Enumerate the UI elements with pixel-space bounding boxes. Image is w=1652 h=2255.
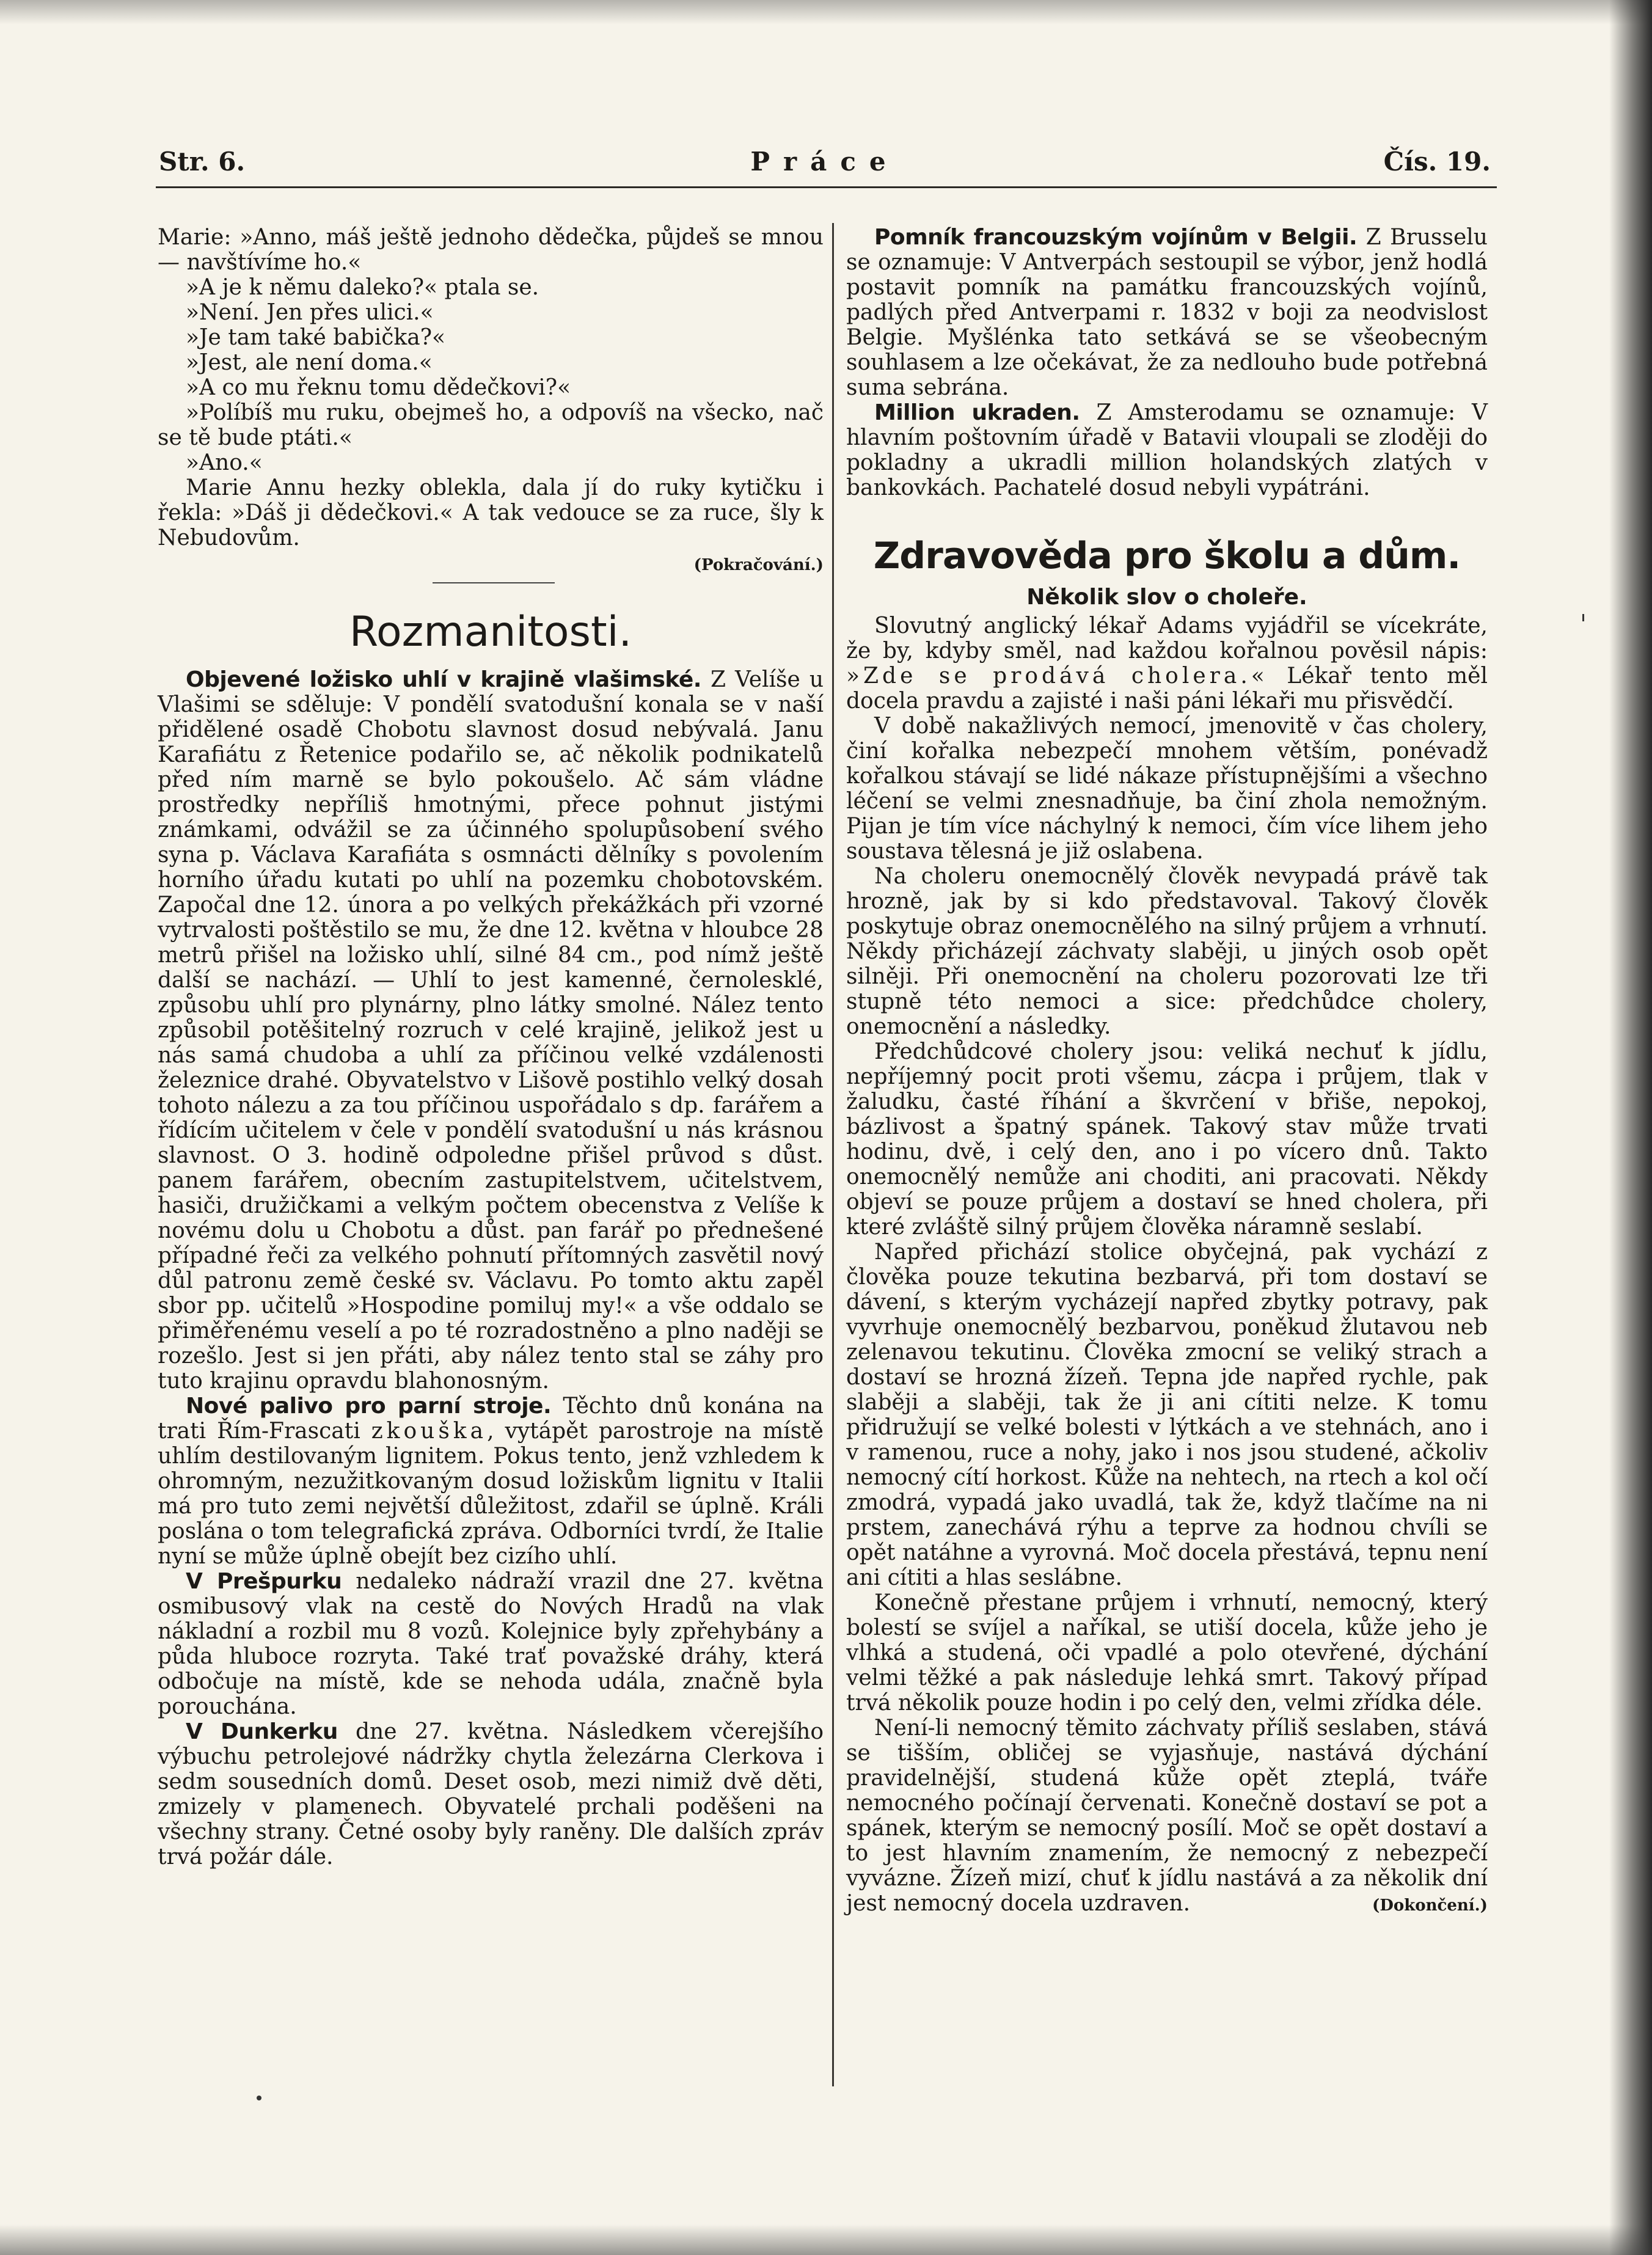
issue-number: Čís. 19. xyxy=(1383,147,1491,177)
news-text: nedaleko nádraží vrazil dne 27. května osmibusový vlak na cestě do Nových Hradů na vlak nákladní a rozbil mu 8 vozů. Kolejnice byly zpřehybány a půda hluboce rozryta. Také trať považské dráhy, která odbočuje na místě, kde se nehoda udála, značně byla porouchána. xyxy=(158,1569,824,1719)
story-line: Marie: »Anno, máš ještě jednoho dědečka, půjdeš se mnou — navštívíme ho.« xyxy=(158,225,824,275)
news-text: dne 27. května. Následkem včerejšího výbuchu petrolejové nádržky chytla železárna Clerkova i sedm sousedních domů. Deset osob, mezi nimiž dvě děti, zmizely v plamenech. Obyvatelé prchali poděšeni na všechny strany. Četné osoby byly raněny. Dle dalších zpráv trvá požár dále. xyxy=(158,1719,824,1869)
scan-shadow-top xyxy=(0,0,1652,24)
story-line: »A je k němu daleko?« ptala se. xyxy=(186,275,539,300)
news-headline: V Prešpurku xyxy=(186,1569,342,1594)
news-item-presburg xyxy=(158,1569,824,1719)
right-column xyxy=(846,225,1488,1918)
paragraph-text: Není-li nemocný těmito záchvaty příliš seslaben, stává se tišším, obličej se vyjasňuje, nastává dýchání pravidelnější, studená kůže opět zteplá, tváře nemocného počínají červenati. Konečně dostaví se pot a spánek, kterým se nemocný posílí. Moč se opět dostaví a to jest hlavním znamením, že nemocný z nebezpečí vyvázne. Žízeň mizí, chuť k jídlu nastává a za několik dní jest nemocný docela uzdraven. xyxy=(846,1716,1488,1916)
article-paragraph xyxy=(846,1716,1488,1916)
news-text: Těchto dnů konána na trati Řím-Frascati xyxy=(158,1394,824,1444)
section-title-rozmanitosti: Rozmanitosti. xyxy=(349,608,632,656)
section-title-zdravoveda: Zdravověda pro školu a dům. xyxy=(873,535,1461,577)
news-item-million xyxy=(846,400,1488,500)
news-item-fuel xyxy=(158,1394,824,1569)
article-paragraph: Napřed přichází stolice obyčejná, pak vychází z člověka pouze tekutina bezbarvá, při tom dostaví se dávení, s kterým vycházejí napřed zbytky potravy, pak vyvrhuje onemocnělý bezbarvou, poněkud žlutavou neb zelenavou tekutinu. Člověka zmocní se veliký strach a dostaví se hrozná žízeň. Tepna jde napřed rychle, pak slaběji a slaběji, tak že ji ani cítiti nelze. K tomu přidružují se velké bolesti v lýtkách a ve stehnách, ano i v ramenou, ruce a nohy, jako i nos jsou studené, ačkoliv nemocný cítí horkost. Kůže na nehtech, na rtech a kol očí zmodrá, vypadá jako uvadlá, tak že, když tlačíme na ni prstem, zanechává rýhu a teprve za hodnou chvíli se opět natáhne a vyrovná. Moč docela přestává, tepnu není ani cítiti a hlas seslábne. xyxy=(846,1240,1488,1590)
scan-shadow-bottom xyxy=(0,2224,1652,2255)
news-text: , vytápět parostroje na místě uhlím destilovaným lignitem. Pokus tento, jenž vzhledem k ohromným, nezužitkovaným dosud ložiskům lignitu v Italii má pro tuto zemi největší důležitost, zdařil se úplně. Králi poslána o tom telegrafická zpráva. Odborníci tvrdí, že Italie nyní se může úplně obejít bez cizího uhlí. xyxy=(158,1419,824,1569)
news-headline: Nové palivo pro parní stroje. xyxy=(186,1394,552,1419)
story-line: »Políbíš mu ruku, obejmeš ho, a odpovíš na všecko, nač se tě bude ptáti.« xyxy=(158,400,824,450)
newspaper-title: Práce xyxy=(750,147,899,177)
news-item-coal xyxy=(158,667,824,1394)
continuation-note: (Pokračování.) xyxy=(693,556,824,574)
ink-speck xyxy=(257,2096,261,2100)
article-paragraph: Předchůdcové cholery jsou: veliká nechuť k jídlu, nepříjemný pocit proti všemu, zácpa i průjem, tlak v žaludku, časté říhání a škvrčení v břiše, nepokoj, bázlivost a špatný spánek. Takový stav může trvati hodinu, dvě, i celý den, ano i po vícero dnů. Takto onemocnělý nemůže ani choditi, ani pracovati. Někdy objeví se pouze průjem a dostaví se hned cholera, při které zvláště silný průjem člověka náramně seslabí. xyxy=(846,1039,1488,1240)
story-line: »Ano.« xyxy=(186,450,263,475)
column-divider xyxy=(832,223,834,2086)
page-number: Str. 6. xyxy=(159,147,246,177)
news-text: Z Velíše u Vlašimi se sděluje: V pondělí svatodušní konala se v naší přidělené osadě Chobotu slavnost dosud nebývalá. Janu Karafiátu z Řetenice podařilo se, ač několik podnikatelů před ním marně se bylo pokoušelo. Ač sám vládne prostředky nepříliš hmotnými, přece pohnut jistými známkami, odvážil se za účinného spolupůsobení svého syna p. Václava Karafiáta s osmnácti dělníky s povolením horního úřadu kutati po uhlí na pozemku chobotovském. Započal dne 12. února a po velkých překážkách při vzorné vytrvalosti poštěstilo se mu, že dne 12. května v hloubce 28 metrů přišel na ložisko uhlí, silné 84 cm., pod nímž ještě další se nachází. — Uhlí to jest kamenné, černolesklé, způsobu uhlí pro plynárny, plno látky smolné. Nález tento způsobil potěšitelný rozruch v celé krajině, jelikož jest u nás samá chudoba a uhlí za příčinou velké vzdálenosti železnice drahé. Obyvatelstvo v Lišově postihlo velký dosah tohoto nálezu a za tou příčinou uspořádalo s dp. farářem a řídícím učitelem v čele v pondělí svatodušní u nás krásnou slavnost. O 3. hodině odpoledne přišel průvod s důst. panem farářem, obecním zastupitelstvem, učitelstvem, hasiči, družičkami a velkým počtem obecenstva z Velíše k novému dolu u Chobotu a důst. pan farář po přednešené případné řeči za velkého pohnutí přítomných zasvětil nový důl patronu země české sv. Václavu. Po tomto aktu zapěl sbor pp. učitelů »Hospodine pomiluj my!« a vše oddalo se přiměřenému veselí a po té rozradostněno a plno naději se rozešlo. Jest si jen přáti, aby nález tento stal se záhy pro tuto krajinu opravdu blahonosným. xyxy=(158,667,824,1394)
paragraph-text: Lékař tento měl docela pravdu a zajisté i naši páni lékaři mu přisvědčí. xyxy=(846,663,1488,714)
news-headline: V Dunkerku xyxy=(186,1719,338,1744)
continuation-row xyxy=(158,550,824,576)
scan-shadow-right xyxy=(1609,0,1652,2255)
end-note: (Dokončení.) xyxy=(1372,1896,1488,1915)
news-emphasis: zkouška xyxy=(371,1419,488,1444)
story-line: »Není. Jen přes ulici.« xyxy=(186,300,434,325)
news-text: Z Brusselu se oznamuje: V Antverpách sestoupil se výbor, jenž hodlá postavit pomník na památku francouzských vojínů, padlých před Antverpami r. 1832 v boji za neodvislost Belgie. Myšlénka tato setkává se se všeobecným souhlasem a lze očekávat, že za nedlouho bude potřebná suma sebrána. xyxy=(846,225,1488,400)
news-headline: Pomník francouzským vojínům v Belgii. xyxy=(874,225,1358,250)
article-paragraph: V době nakažlivých nemocí, jmenovitě v čas cholery, činí kořalka nebezpečí mnohem větším, ponévadž kořalkou stávají se lidé nákaze přístupnějšími a všechno léčení se velmi znesnadňuje, ba činí zhola nemožným. Pijan je tím více náchylný k nemoci, čím více lihem jeho soustava tělesná je již oslabena. xyxy=(846,714,1488,864)
page-header xyxy=(159,147,1491,189)
article-paragraph xyxy=(846,613,1488,714)
separator-rule xyxy=(433,582,555,583)
news-item-dunkirk xyxy=(158,1719,824,1869)
article-paragraph: Na choleru onemocnělý člověk nevypadá právě tak hrozně, jak by si kdo představoval. Takový člověk poskytuje obraz onemocnělého na silný průjem a vrhnutí. Někdy přicházejí záchvaty slaběji, u jiných osob opět silněji. Při onemocnění na choleru pozorovati lze tři stupně této nemoci a sice: předchůdce cholery, onemocnění a následky. xyxy=(846,864,1488,1039)
left-column xyxy=(158,225,824,1869)
story-line: »Je tam také babička?« xyxy=(186,325,446,350)
story-excerpt xyxy=(158,225,824,550)
news-item-monument xyxy=(846,225,1488,400)
story-line: Marie Annu hezky oblekla, dala jí do ruky kytičku i řekla: »Dáš ji dědečkovi.« A tak vedouce se za ruce, šly k Nebudovům. xyxy=(158,475,824,550)
section-subtitle: Několik slov o choleře. xyxy=(1026,585,1307,610)
story-line: »Jest, ale není doma.« xyxy=(186,350,433,375)
quoted-sign: »Zde se prodává cholera.« xyxy=(846,663,1268,689)
news-text: Z Amsterodamu se oznamuje: V hlavním poštovním úřadě v Batavii vloupali se zloději do pokladny a ukradli million holandských zlatých v bankovkách. Pachatelé dosud nebyli vypátráni. xyxy=(846,400,1488,500)
paragraph-text: Slovutný anglický lékař Adams vyjádřil se vícekráte, že by, kdyby směl, nad každou kořalnou pověsil nápis: xyxy=(846,613,1488,663)
news-headline: Objevené ložisko uhlí v krajině vlašimské. xyxy=(186,667,701,692)
article-paragraph: Konečně přestane průjem i vrhnutí, nemocný, který bolestí se svíjel a naříkal, se utiší docela, kůže jeho je vlhká a studená, oči vpadlé a polo otevřené, dýchání velmi těžké a pak následuje lehká smrt. Takový případ trvá několik pouze hodin i po celý den, velmi zřídka déle. xyxy=(846,1590,1488,1716)
ink-mark xyxy=(1582,614,1584,621)
header-rule xyxy=(156,186,1497,188)
news-headline: Million ukraden. xyxy=(874,400,1080,425)
story-line: »A co mu řeknu tomu dědečkovi?« xyxy=(186,375,571,400)
